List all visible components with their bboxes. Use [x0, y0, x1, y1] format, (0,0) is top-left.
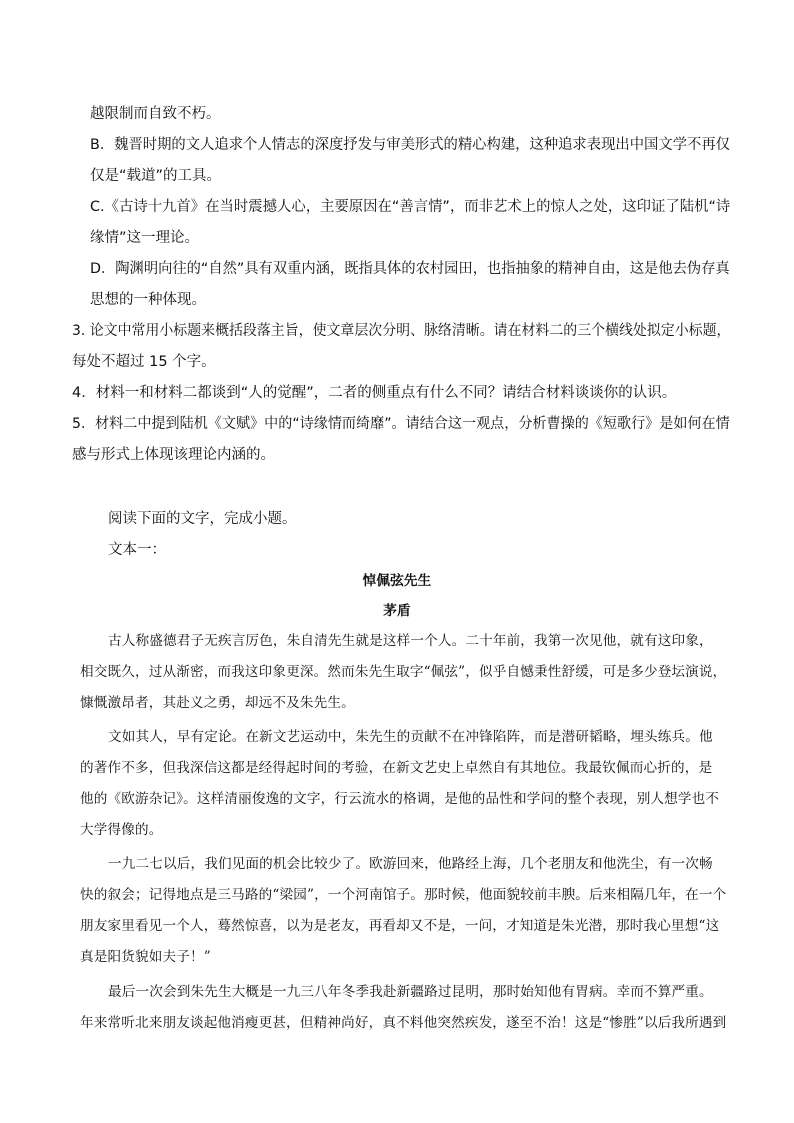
paragraph-1-line-3: 慷慨激昂者，其赴义之勇，却远不及朱先生。 — [80, 695, 355, 711]
reading-intro: 阅读下面的文字，完成小题。 — [108, 511, 297, 527]
paragraph-1-line-2: 相交既久，过从渐密，而我这印象更深。然而朱先生取字“佩弦”，似乎自憾秉性舒缓，可是多少登坛演说， — [80, 664, 727, 680]
option-c-line-1: C.《古诗十九首》在当时震撼人心，主要原因在“善言情”，而非艺术上的惊人之处，这印证了陆机“诗 — [90, 199, 731, 215]
paragraph-2-line-1: 文如其人，早有定论。在新文艺运动中，朱先生的贡献不在冲锋陷阵，而是潜研韬略，埋头练兵。他 — [108, 729, 713, 745]
question-5-line-1: 5．材料二中提到陆机《文赋》中的“诗缘情而绮靡”。请结合这一观点，分析曹操的《短歌行》是如何在情 — [72, 416, 730, 432]
option-b-line-1: B．魏晋时期的文人追求个人情志的深度抒发与审美形式的精心构建，这种追求表现出中国文学不再仅 — [90, 137, 730, 153]
option-c-line-2: 缘情”这一理论。 — [90, 230, 200, 246]
paragraph-3-line-3: 朋友家里看见一个人，蓦然惊喜，以为是老友，再看却又不是，一问，才知道是朱光潜，那时我心里想“这 — [80, 918, 720, 934]
paragraph-3-line-4: 真是阳货貌如夫子！” — [80, 949, 211, 965]
article-author: 茅盾 — [383, 603, 411, 619]
question-3-line-2: 每处不超过 15 个字。 — [72, 354, 216, 370]
question-5-line-2: 感与形式上体现该理论内涵的。 — [72, 447, 275, 463]
text-label: 文本一： — [108, 542, 166, 558]
option-b-line-2: 仅是“载道”的工具。 — [90, 168, 222, 184]
paragraph-2-line-2: 的著作不多，但我深信这都是经得起时间的考验，在新文艺史上卓然自有其地位。我最钦佩而心折的，是 — [80, 760, 713, 776]
paragraph-1-line-1: 古人称盛德君子无疾言厉色，朱自清先生就是这样一个人。二十年前，我第一次见他，就有这印象， — [108, 633, 713, 649]
paragraph-2-line-3: 他的《欧游杂记》。这样清丽俊逸的文字，行云流水的格调，是他的品性和学问的整个表现，别人想学也不 — [80, 791, 720, 807]
question-3-line-1: 3. 论文中常用小标题来概括段落主旨，使文章层次分明、脉络清晰。请在材料二的三个横线处拟定小标题， — [72, 323, 731, 339]
option-d-line-1: D．陶渊明向往的“自然”具有双重内涵，既指具体的农村园田，也指抽象的精神自由，这是他去伪存真 — [90, 261, 730, 277]
option-a-continuation: 越限制而自致不朽。 — [90, 106, 221, 122]
option-d-line-2: 思想的一种体现。 — [90, 292, 206, 308]
paragraph-2-line-4: 大学得像的。 — [80, 822, 163, 838]
question-4: 4．材料一和材料二都谈到“人的觉醒”，二者的侧重点有什么不同？请结合材料谈谈你的认识。 — [72, 385, 677, 401]
paragraph-3-line-1: 一九二七以后，我们见面的机会比较少了。欧游回来，他路经上海，几个老朋友和他洗尘，有一次畅 — [108, 856, 713, 872]
article-title: 悼佩弦先生 — [362, 573, 432, 589]
paragraph-3-line-2: 快的叙会；记得地点是三马路的“梁园”，一个河南馆子。那时候，他面貌较前丰腴。后来相隔几年，在一个 — [80, 887, 727, 903]
paragraph-4-line-2: 年来常听北来朋友谈起他消瘦更甚，但精神尚好，真不料他突然疾发，遂至不治！这是“惨胜”以后我所遇到 — [80, 1015, 727, 1031]
paragraph-4-line-1: 最后一次会到朱先生大概是一九三八年冬季我赴新疆路过昆明，那时始知他有胃病。幸而不算严重。 — [108, 984, 713, 1000]
